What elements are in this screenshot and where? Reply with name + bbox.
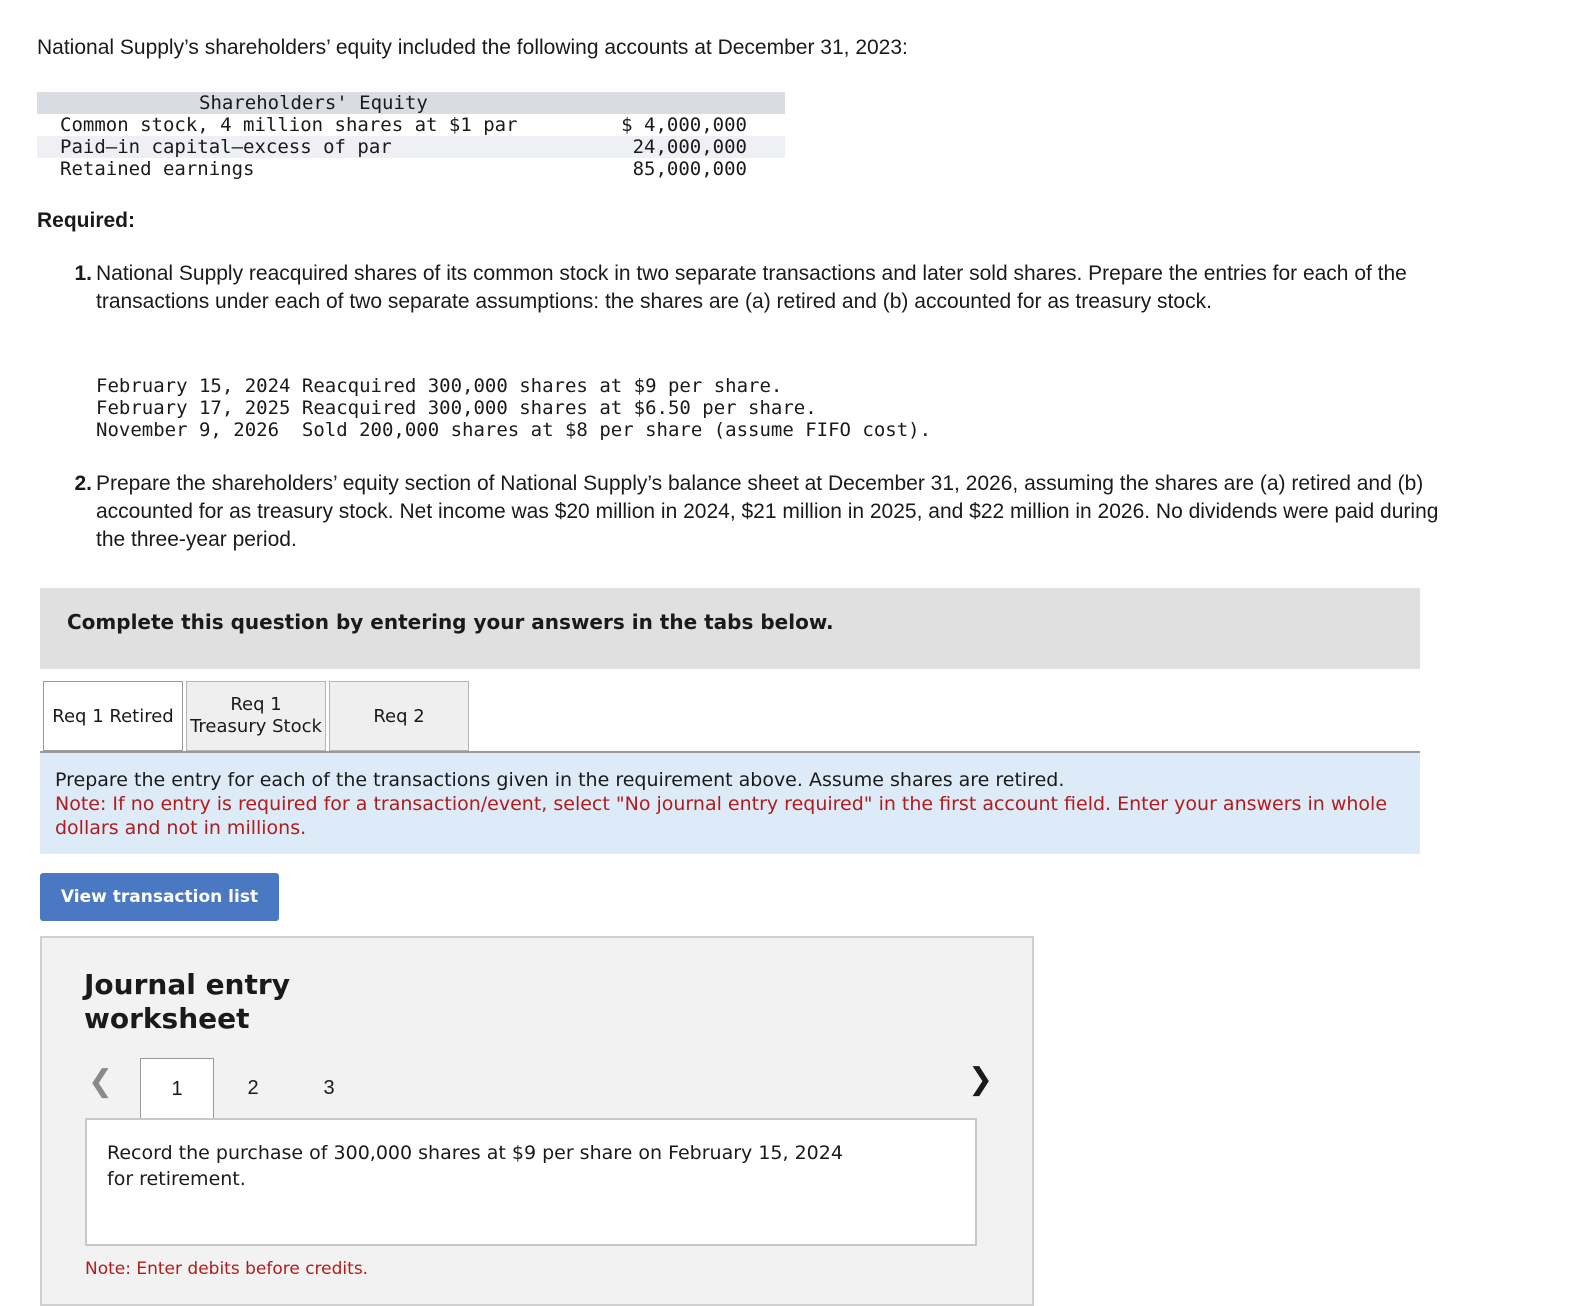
transaction-line: November 9, 2026 Sold 200,000 shares at $8 per share (assume FIFO cost).	[96, 419, 932, 441]
worksheet-title: Journal entry worksheet	[84, 968, 290, 1035]
transaction-line: February 17, 2025 Reacquired 300,000 shares at $6.50 per share.	[96, 397, 817, 419]
record-instruction-box	[85, 1118, 977, 1246]
requirement-number: 2.	[74, 472, 92, 495]
tab-req1-treasury-stock[interactable]	[186, 681, 326, 751]
instruction-text: Prepare the entry for each of the transactions given in the requirement above. Assume shares are retired.	[55, 769, 1065, 791]
complete-prompt-text: Complete this question by entering your answers in the tabs below.	[67, 610, 834, 634]
journal-entry-worksheet	[40, 936, 1034, 1306]
tab-label: Req 2	[373, 705, 425, 727]
requirement-text: National Supply reacquired shares of its common stock in two separate transactions and later sold shares. Prepare the entries for each of the transactions under each of two separate assumptions: the shares are (a) retired and (b) accounted for as treasury stock.	[96, 262, 1407, 313]
worksheet-page-1[interactable]: 1	[140, 1058, 214, 1120]
required-heading: Required:	[37, 209, 136, 232]
tab-req2[interactable]	[329, 681, 469, 751]
transaction-list	[96, 375, 931, 441]
tab-label-line2: Treasury Stock	[190, 716, 322, 737]
row-amount: $ 4,000,000	[621, 114, 747, 136]
table-heading: Shareholders' Equity	[37, 92, 785, 114]
table-row	[37, 136, 785, 158]
row-label: Paid–in capital–excess of par	[60, 136, 392, 158]
shareholders-equity-table	[37, 92, 785, 180]
tab-req1-retired[interactable]	[43, 681, 183, 751]
tab-label: Req 1 Retired	[52, 705, 174, 727]
tab-label: Req 1	[230, 694, 282, 715]
view-transaction-list-button[interactable]: View transaction list	[40, 873, 279, 921]
instruction-note: Note: If no entry is required for a transaction/event, select "No journal entry required" in the first account field. Enter your answers in whole dollars and not in millions.	[55, 793, 1388, 839]
instruction-panel	[40, 753, 1420, 854]
requirement-text: Prepare the shareholders’ equity section of National Supply’s balance sheet at December 31, 2026, assuming the shares are (a) retired and (b) accounted for as treasury stock. Net income was $20 million in 2024, $21 million in 2025, and $22 million in 2026. No dividends were paid during the three-year period.	[96, 472, 1439, 551]
table-row	[37, 158, 785, 180]
worksheet-page-3[interactable]: 3	[323, 1076, 335, 1099]
requirement-1	[74, 260, 1466, 316]
chevron-left-icon[interactable]: ❮	[88, 1064, 114, 1099]
record-instruction-text: Record the purchase of 300,000 shares at $9 per share on February 15, 2024 for retirement.	[107, 1142, 843, 1190]
requirement-2	[74, 470, 1466, 554]
worksheet-note: Note: Enter debits before credits.	[85, 1259, 369, 1279]
table-row	[37, 114, 785, 136]
row-label: Common stock, 4 million shares at $1 par	[60, 114, 518, 136]
row-amount: 85,000,000	[632, 158, 747, 180]
requirement-number: 1.	[74, 262, 92, 285]
row-label: Retained earnings	[60, 158, 255, 180]
worksheet-page-2[interactable]: 2	[247, 1076, 259, 1099]
chevron-right-icon[interactable]: ❯	[968, 1062, 994, 1097]
row-amount: 24,000,000	[632, 136, 747, 158]
transaction-line: February 15, 2024 Reacquired 300,000 shares at $9 per share.	[96, 375, 783, 397]
complete-prompt-banner	[40, 588, 1420, 669]
intro-text: National Supply’s shareholders’ equity included the following accounts at December 31, 2023:	[37, 36, 908, 59]
